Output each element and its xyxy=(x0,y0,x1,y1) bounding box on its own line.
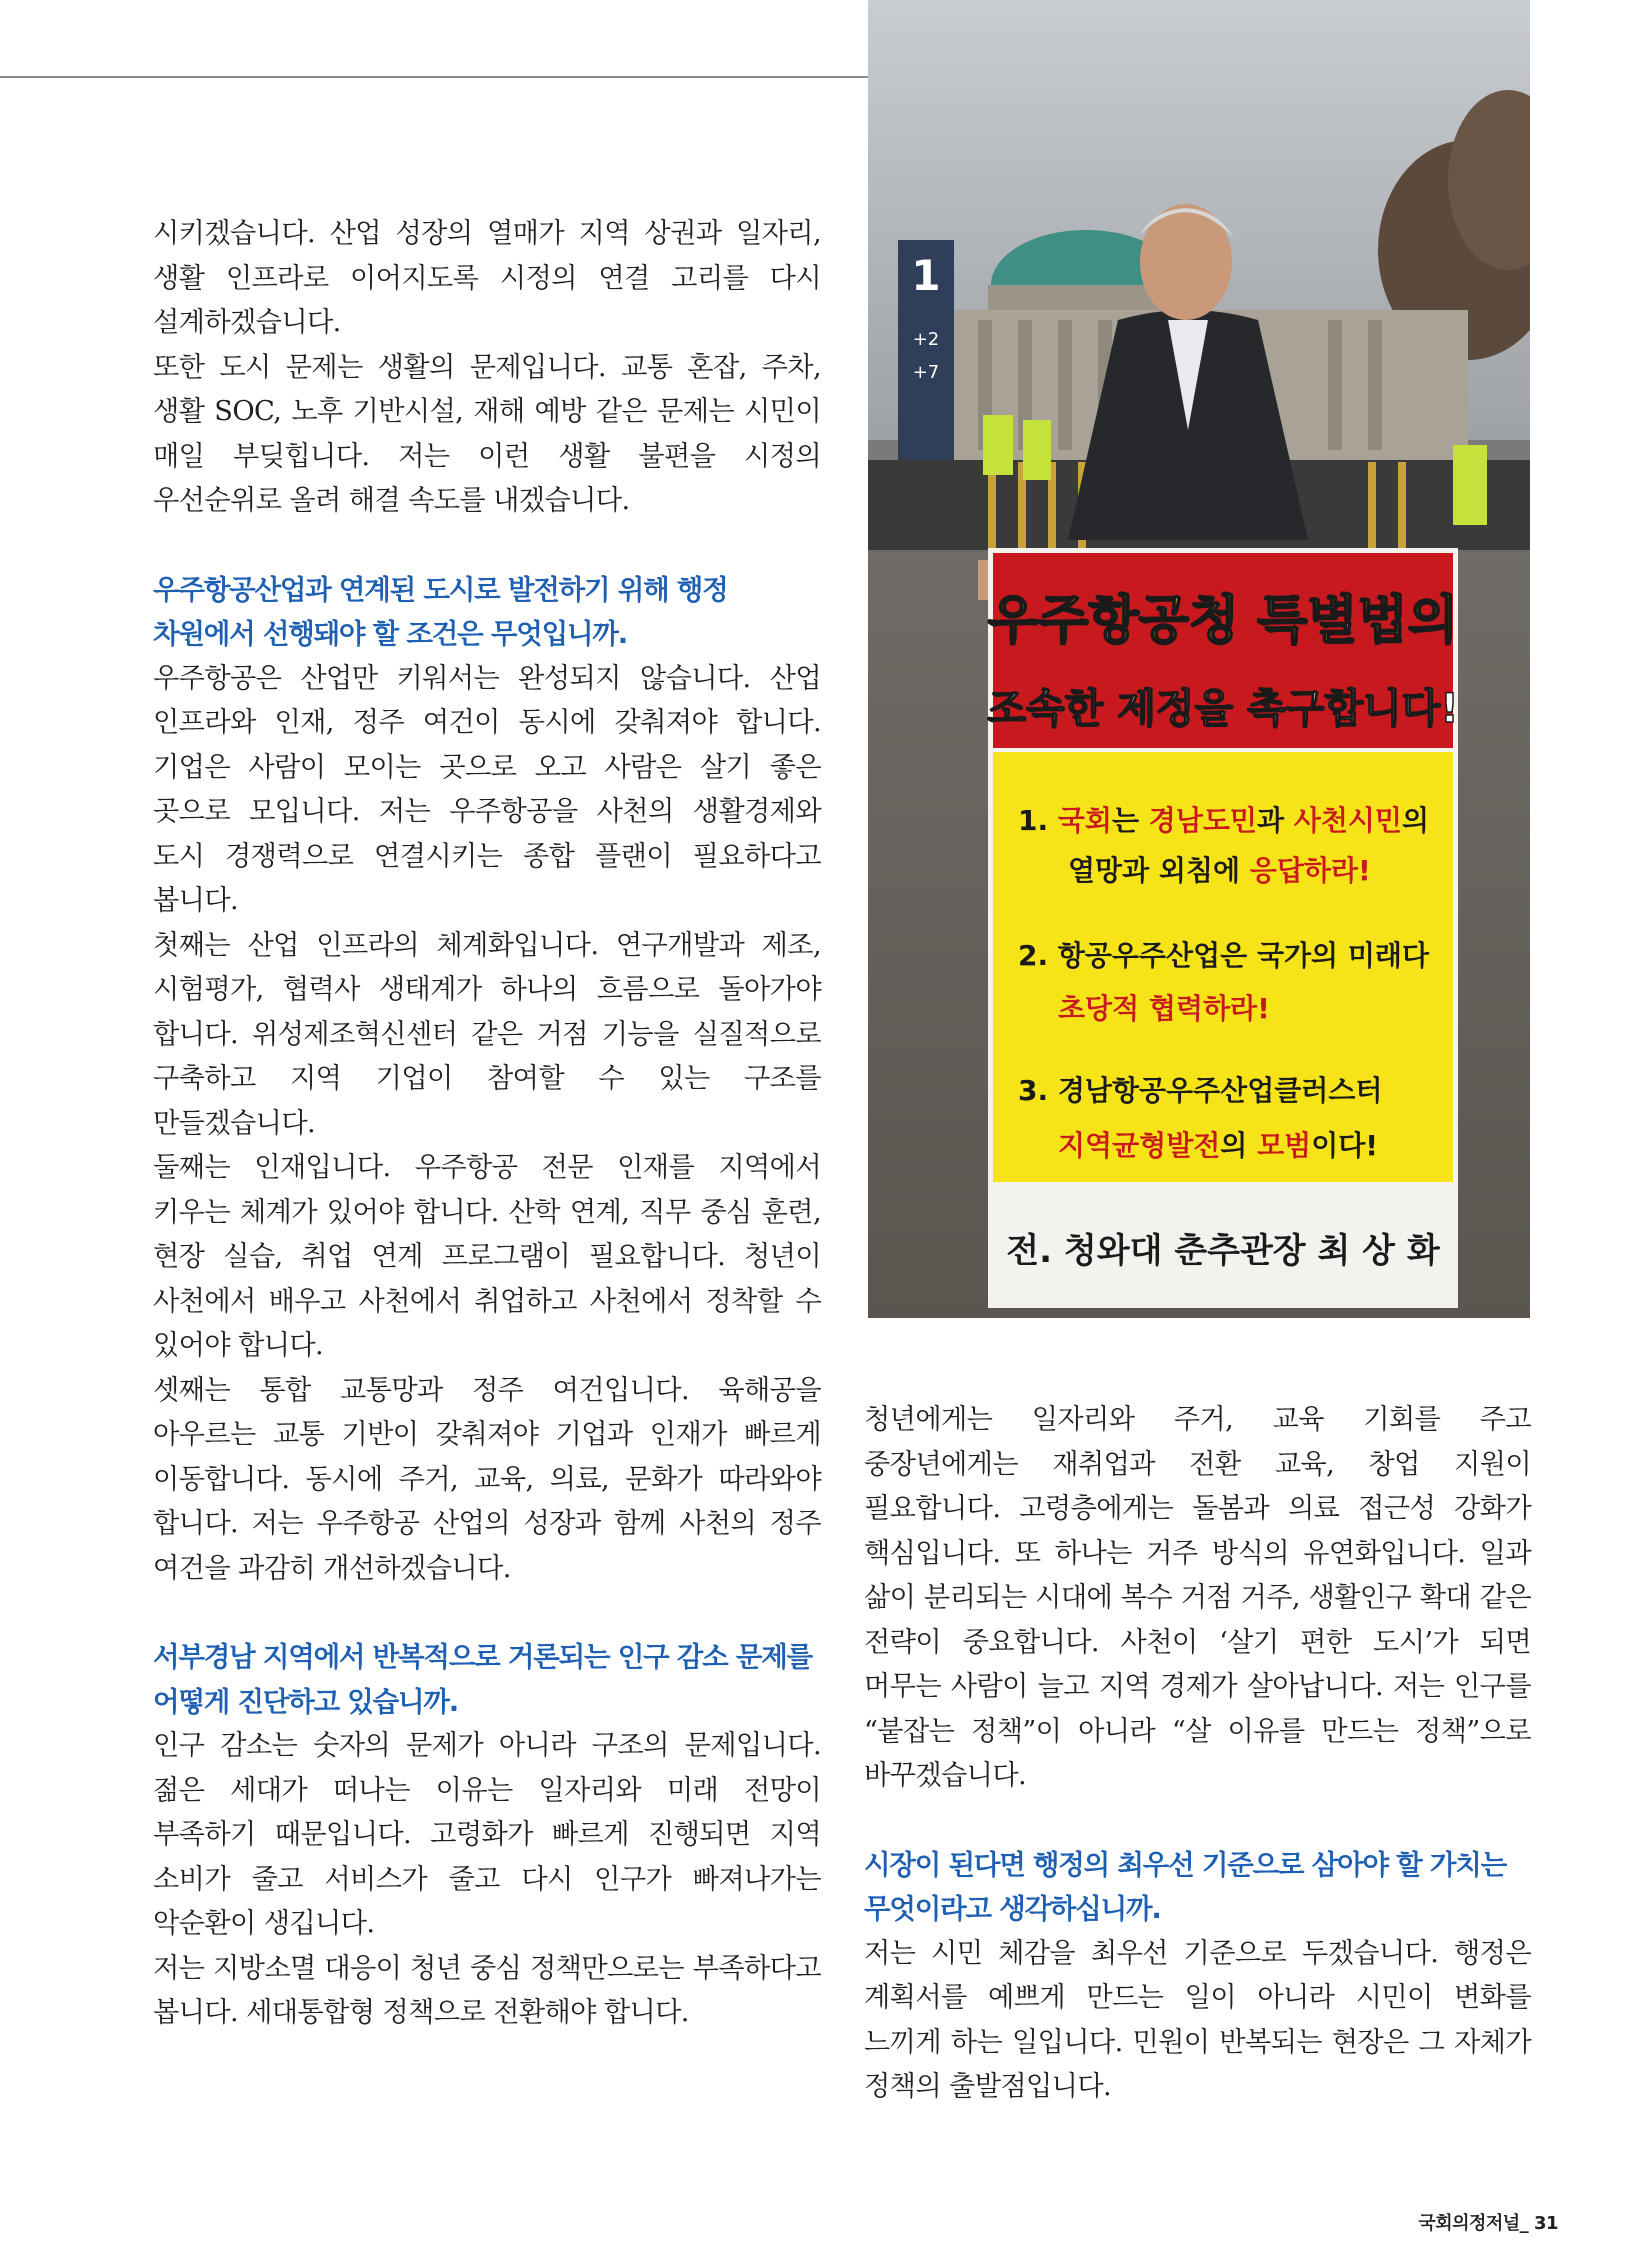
sign-item-3-line-1: 3. 경남항공우주산업클러스터 xyxy=(1018,1074,1383,1107)
article-right-column xyxy=(864,1398,1531,2110)
interview-question: 시장이 된다면 행정의 최우선 기준으로 삼아야 할 가치는 무엇이라고 생각하십니까. xyxy=(864,1848,1507,1925)
article-paragraph: 저는 시민 체감을 최우선 기준으로 두겠습니다. 행정은 계획서를 예쁘게 만드는 일이 아니라 시민이 변화를 느끼게 하는 일입니다. 민원이 반복되는 현장은 그 자체가 정책의 출발점입니다. xyxy=(864,1937,1531,2102)
article-paragraph: 둘째는 인재입니다. 우주항공 전문 인재를 지역에서 키우는 체계가 있어야 합니다. 산학 연계, 직무 중심 훈련, 현장 실습, 취업 연계 프로그램이 필요합니다. 청년이 사천에서 배우고 사천에서 취업하고 사천에서 정착할 수 있어야 합니다. xyxy=(153,1152,821,1361)
interview-question: 서부경남 지역에서 반복적으로 거론되는 인구 감소 문제를 어떻게 진단하고 있습니까. xyxy=(153,1641,813,1718)
sign-signature: 전. 청와대 춘추관장 최 상 화 xyxy=(1006,1231,1440,1271)
sign-headline-1: 우주항공청 특별법의 xyxy=(987,591,1459,651)
article-paragraph: 시키겠습니다. 산업 성장의 열매가 지역 상권과 일자리, 생활 인프라로 이어지도록 시정의 연결 고리를 다시 설계하겠습니다. xyxy=(153,218,821,338)
article-paragraph: 청년에게는 일자리와 주거, 교육 기회를 주고 중장년에게는 재취업과 전환 교육, 창업 지원이 필요합니다. 고령층에게는 돌봄과 의료 접근성 강화가 핵심입니다. 또 하나는 거주 방식의 유연화입니다. 일과 삶이 분리되는 시대에 복수 거점 거주, 생활인구 확대 같은 전략이 중요합니다. 사천이 ‘살기 편한 도시’가 되면 머무는 사람이 늘고 지역 경제가 살아납니다. 저는 인구를 “붙잡는 정책”이 아니라 “살 이유를 만드는 정책”으로 바꾸겠습니다. xyxy=(864,1404,1531,1791)
sign-item-2-line-2: 초당적 협력하라! xyxy=(1058,992,1270,1025)
sign-headline-2: 조속한 제정을 촉구합니다! xyxy=(987,686,1459,732)
sign-item-2-line-1: 2. 항공우주산업은 국가의 미래다 xyxy=(1018,939,1429,972)
candidate-photo xyxy=(868,0,1530,1318)
header-rule xyxy=(0,76,872,78)
article-paragraph: 첫째는 산업 인프라의 체계화입니다. 연구개발과 제조, 시험평가, 협력사 생태계가 하나의 흐름으로 돌아가야 합니다. 위성제조혁신센터 같은 거점 기능을 실질적으로 구축하고 지역 기업이 참여할 수 있는 구조를 만들겠습니다. xyxy=(153,929,821,1139)
section-gap xyxy=(864,1799,1531,1843)
pillar-arrow-1: +2 xyxy=(912,329,940,350)
section-gap xyxy=(153,524,821,568)
article-paragraph: 또한 도시 문제는 생활의 문제입니다. 교통 혼잡, 주차, 생활 SOC, 노후 기반시설, 재해 예방 같은 문제는 시민이 매일 부딪힙니다. 저는 이런 생활 불편을 시정의 우선순위로 올려 해결 속도를 내겠습니다. xyxy=(153,351,821,516)
sign-item-3-line-2: 지역균형발전의 모범이다! xyxy=(1058,1129,1379,1162)
sign-item-1-line-2: 열망과 외침에 응답하라! xyxy=(1068,854,1371,887)
page-footer: 국회의정저널_ 31 xyxy=(1418,2213,1558,2234)
pillar-number: 1 xyxy=(911,251,941,300)
article-paragraph: 셋째는 통합 교통망과 정주 여건입니다. 육해공을 아우르는 교통 기반이 갖춰져야 기업과 인재가 빠르게 이동합니다. 동시에 주거, 교육, 의료, 문화가 따라와야 합니다. 저는 우주항공 산업의 성장과 함께 사천의 정주 여건을 과감히 개선하겠습니다. xyxy=(153,1374,821,1584)
article-paragraph: 저는 지방소멸 대응이 청년 중심 정책만으로는 부족하다고 봅니다. 세대통합형 정책으로 전환해야 합니다. xyxy=(153,1952,821,2028)
interview-question: 우주항공산업과 연계된 도시로 발전하기 위해 행정 차원에서 선행돼야 할 조건은 무엇입니까. xyxy=(153,573,728,650)
pillar-arrow-2: +7 xyxy=(912,362,940,383)
protest-photo-illustration xyxy=(868,0,1530,1318)
section-gap xyxy=(153,1591,821,1635)
article-paragraph: 인구 감소는 숫자의 문제가 아니라 구조의 문제입니다. 젊은 세대가 떠나는 이유는 일자리와 미래 전망이 부족하기 때문입니다. 고령화가 빠르게 진행되면 지역 소비가 줄고 서비스가 줄고 다시 인구가 빠져나가는 악순환이 생깁니다. xyxy=(153,1730,821,1939)
article-paragraph: 우주항공은 산업만 키워서는 완성되지 않습니다. 산업 인프라와 인재, 정주 여건이 동시에 갖춰져야 합니다. 기업은 사람이 모이는 곳으로 오고 사람은 살기 좋은 곳으로 모입니다. 저는 우주항공을 사천의 생활경제와 도시 경쟁력으로 연결시키는 종합 플랜이 필요하다고 봅니다. xyxy=(153,662,821,916)
article-left-column xyxy=(153,212,821,2036)
sign-item-1-line-1: 1. 국회는 경남도민과 사천시민의 xyxy=(1018,804,1430,837)
